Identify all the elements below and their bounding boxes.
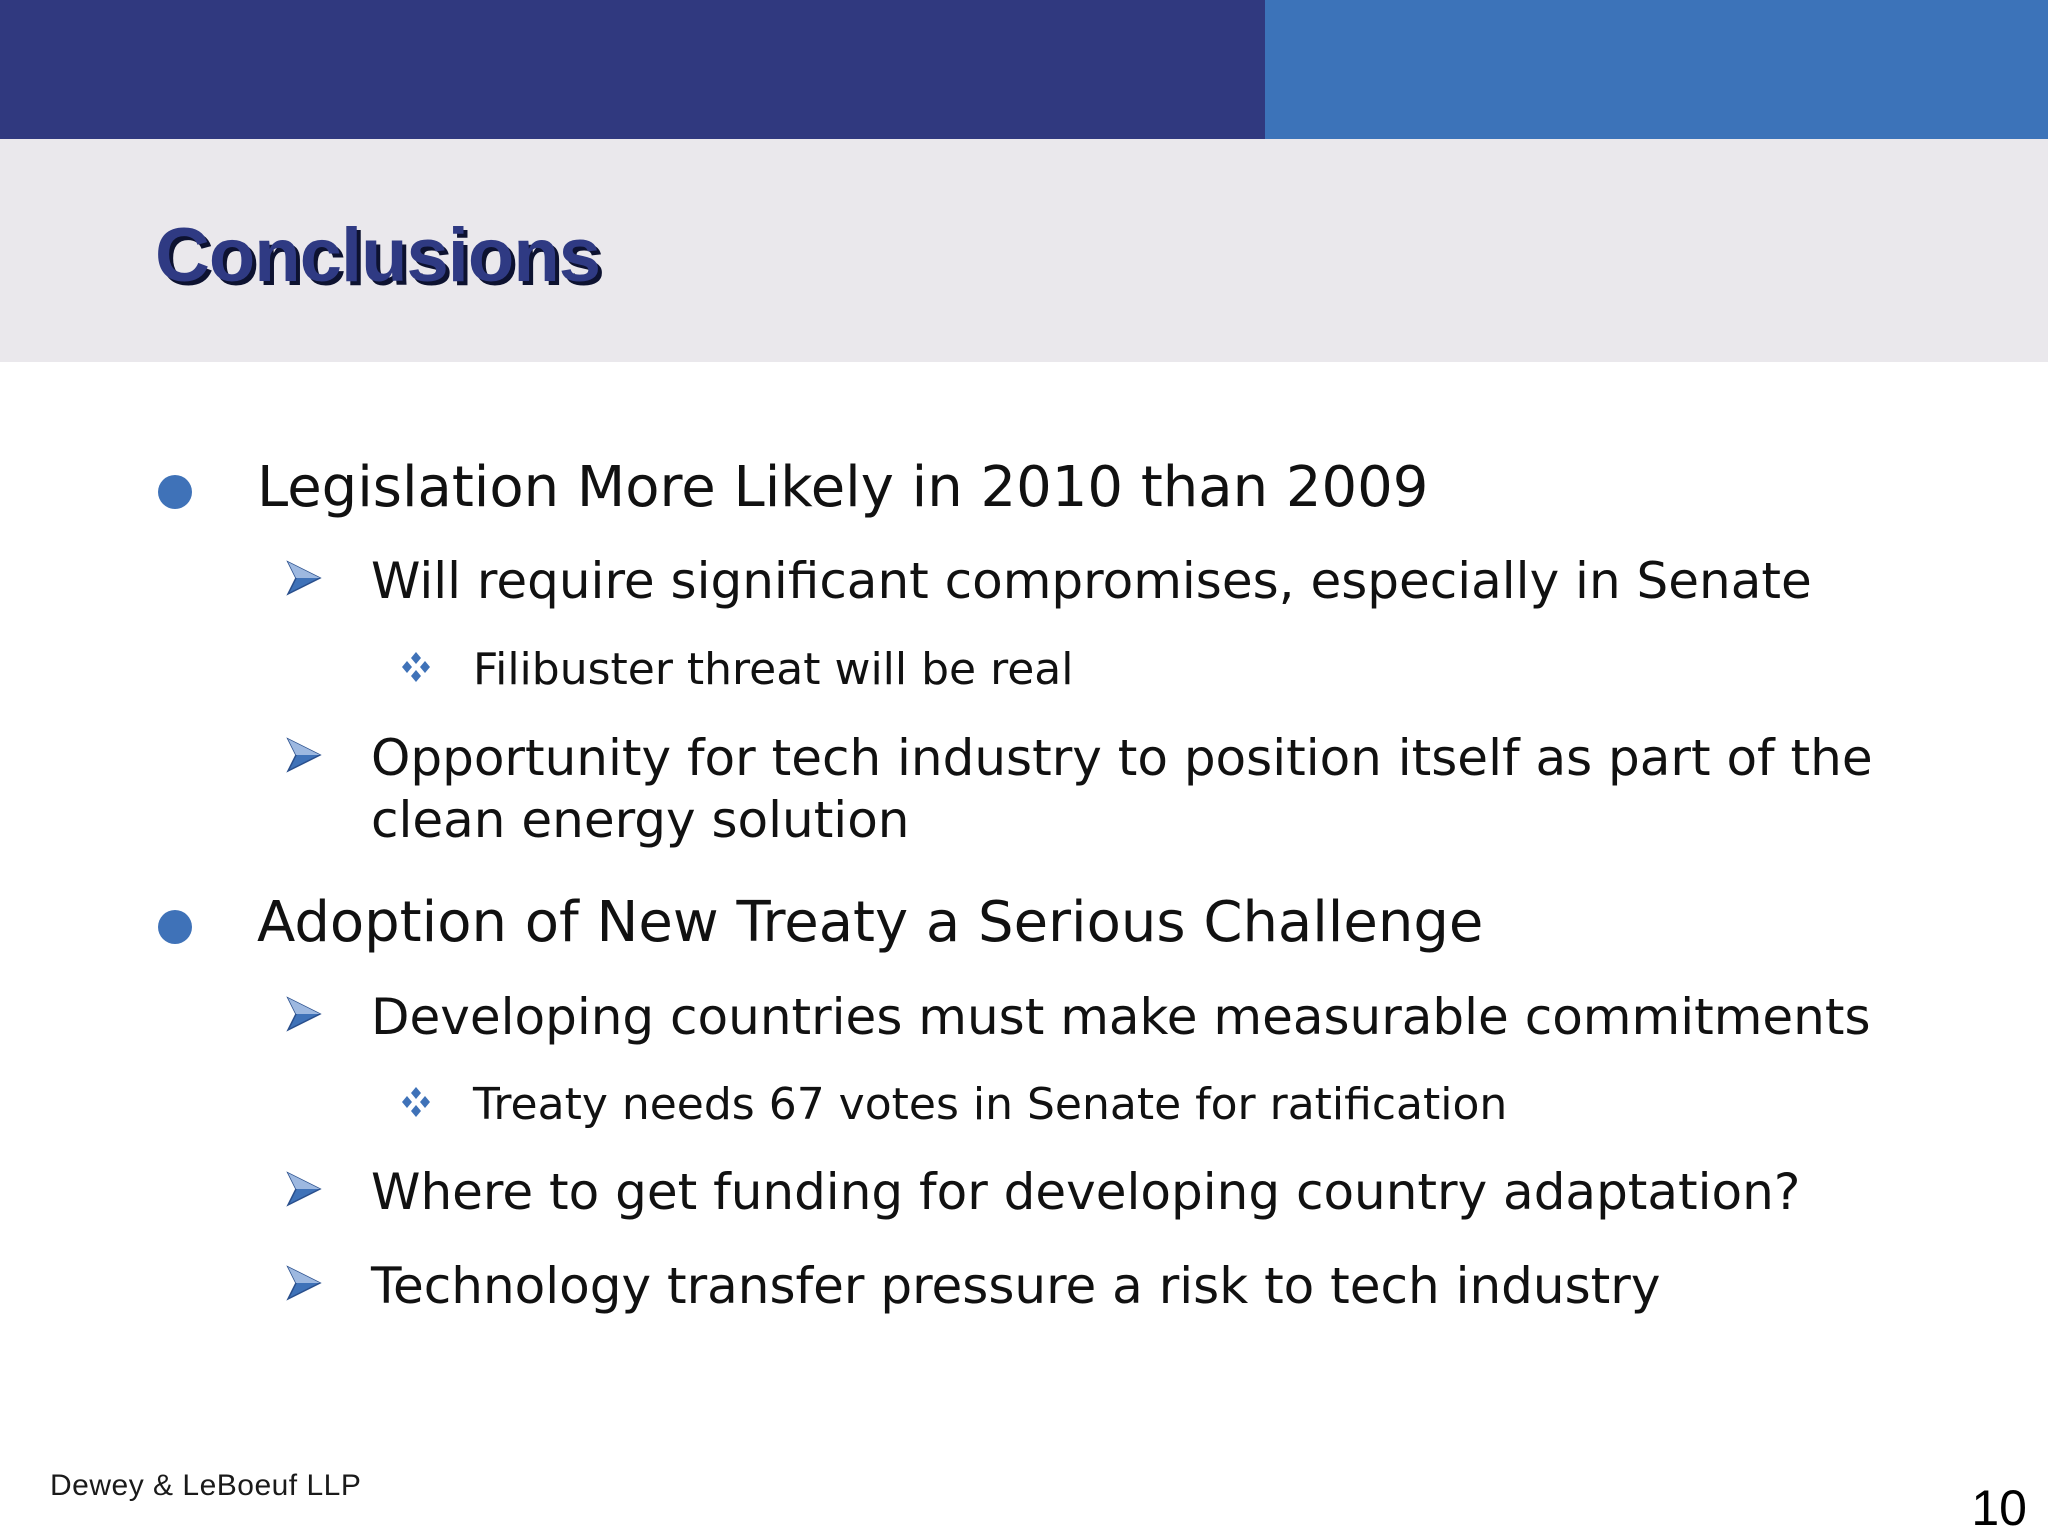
arrowhead-bullet-icon xyxy=(286,1171,322,1207)
bullet-treaty: Adoption of New Treaty a Serious Challenge xyxy=(257,890,1484,955)
bullet-67-votes: Treaty needs 67 votes in Senate for ratification xyxy=(473,1079,1508,1130)
diamond-cluster-bullet-icon xyxy=(400,651,432,683)
slide-title: Conclusions xyxy=(155,213,601,298)
bullet-filibuster: Filibuster threat will be real xyxy=(473,644,1074,695)
bullet-developing-countries: Developing countries must make measurable commitments xyxy=(371,988,1871,1046)
arrowhead-bullet-icon xyxy=(286,1265,322,1301)
firm-logo: Dewey & LeBoeuf LLP xyxy=(50,1469,362,1502)
arrowhead-bullet-icon xyxy=(286,560,322,596)
circle-bullet-icon xyxy=(158,910,192,944)
bullet-technology-transfer: Technology transfer pressure a risk to tech industry xyxy=(371,1257,1661,1315)
arrowhead-bullet-icon xyxy=(286,737,322,773)
bullet-compromises: Will require significant compromises, especially in Senate xyxy=(371,552,1812,610)
bullet-opportunity-line1: Opportunity for tech industry to position itself as part of the xyxy=(371,729,1873,787)
header-band-dark xyxy=(0,0,1265,139)
arrowhead-bullet-icon xyxy=(286,996,322,1032)
page-number: 10 xyxy=(1971,1480,2027,1536)
bullet-legislation: Legislation More Likely in 2010 than 2009 xyxy=(257,455,1429,520)
diamond-cluster-bullet-icon xyxy=(400,1086,432,1118)
bullet-opportunity-line2: clean energy solution xyxy=(371,791,910,849)
header-band-light xyxy=(1265,0,2048,139)
bullet-funding: Where to get funding for developing country adaptation? xyxy=(371,1163,1801,1221)
circle-bullet-icon xyxy=(158,475,192,509)
